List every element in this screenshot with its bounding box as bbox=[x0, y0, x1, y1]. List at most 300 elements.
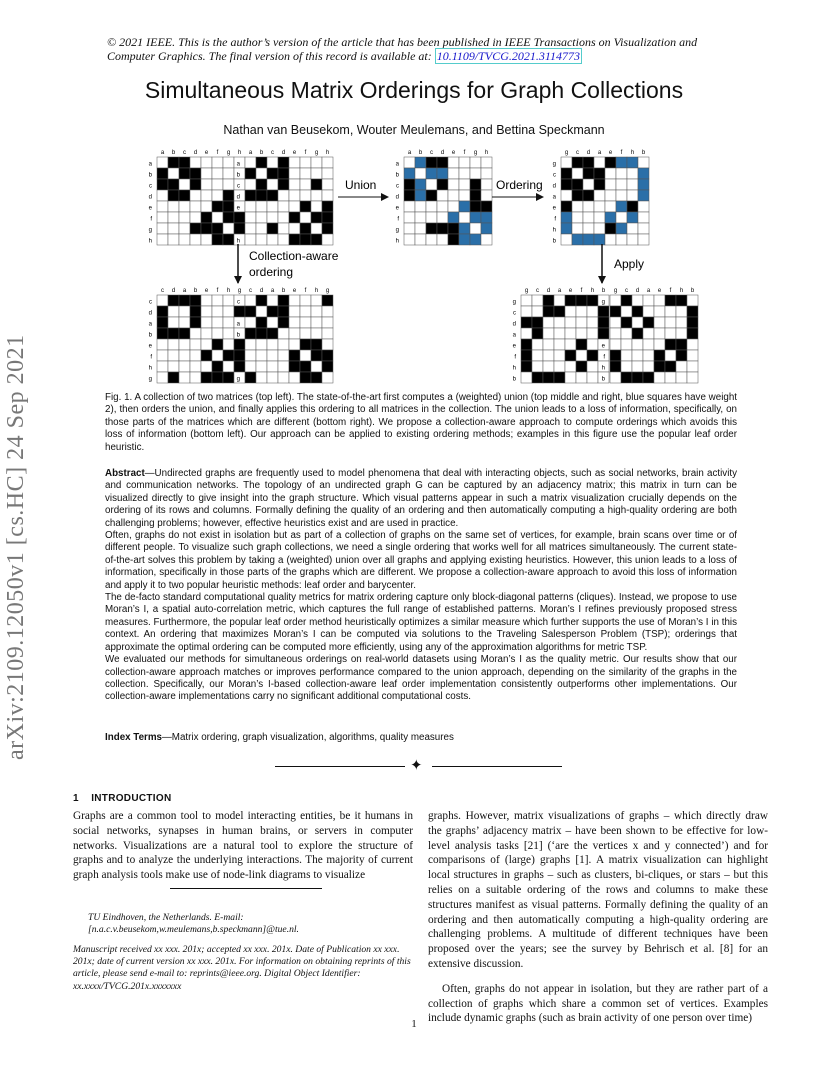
row-label: g bbox=[148, 227, 152, 234]
matrix-cell bbox=[565, 350, 576, 361]
matrix-cell bbox=[532, 295, 543, 306]
matrix-cell bbox=[448, 223, 459, 234]
row-label: d bbox=[148, 310, 152, 317]
matrix-original-1 bbox=[149, 150, 245, 245]
matrix-cell bbox=[300, 306, 311, 317]
matrix-cell bbox=[676, 361, 687, 372]
matrix-cell bbox=[610, 339, 621, 350]
matrix-cell bbox=[190, 212, 201, 223]
matrix-cell bbox=[245, 295, 256, 306]
matrix-cell bbox=[676, 295, 687, 306]
matrix-cell bbox=[521, 328, 532, 339]
matrix-cell bbox=[481, 168, 492, 179]
matrix-cell bbox=[616, 201, 627, 212]
matrix-cell bbox=[223, 295, 234, 306]
row-label: e bbox=[236, 343, 240, 350]
matrix-cell bbox=[311, 223, 322, 234]
row-label: g bbox=[395, 227, 399, 234]
column-label: h bbox=[226, 288, 231, 294]
matrix-cell bbox=[627, 190, 638, 201]
matrix-cell bbox=[470, 201, 481, 212]
matrix-cell bbox=[201, 190, 212, 201]
matrix-cell bbox=[583, 201, 594, 212]
matrix-cell bbox=[481, 190, 492, 201]
section-number: 1 bbox=[73, 793, 79, 804]
matrix-cell bbox=[415, 223, 426, 234]
matrix-cell bbox=[627, 201, 638, 212]
matrix-cell bbox=[470, 168, 481, 179]
matrix-cell bbox=[267, 361, 278, 372]
matrix-cell bbox=[459, 179, 470, 190]
matrix-cell bbox=[632, 295, 643, 306]
matrix-cell bbox=[201, 328, 212, 339]
row-label: d bbox=[236, 310, 240, 317]
matrix-cell bbox=[311, 234, 322, 245]
row-label: d bbox=[552, 183, 556, 190]
matrix-cell bbox=[638, 223, 649, 234]
row-label: b bbox=[552, 238, 556, 245]
matrix-cell bbox=[289, 212, 300, 223]
matrix-cell bbox=[201, 295, 212, 306]
row-label: f bbox=[150, 354, 152, 361]
matrix-cell bbox=[190, 234, 201, 245]
matrix-cell bbox=[459, 190, 470, 201]
matrix-cell bbox=[278, 328, 289, 339]
matrix-cell bbox=[643, 350, 654, 361]
matrix-cell bbox=[404, 179, 415, 190]
column-label: b bbox=[601, 288, 606, 294]
matrix-cell bbox=[676, 317, 687, 328]
column-label: e bbox=[204, 288, 209, 294]
matrix-cell bbox=[289, 328, 300, 339]
column-label: h bbox=[314, 288, 319, 294]
matrix-cell bbox=[223, 201, 234, 212]
matrix-cell bbox=[576, 295, 587, 306]
matrix-cell bbox=[289, 168, 300, 179]
matrix-cell bbox=[621, 306, 632, 317]
matrix-cell bbox=[256, 179, 267, 190]
matrix-cell bbox=[481, 157, 492, 168]
matrix-cell bbox=[459, 201, 470, 212]
matrix-cell bbox=[470, 234, 481, 245]
column-label: c bbox=[536, 288, 539, 294]
row-label: h bbox=[552, 227, 556, 234]
matrix-cell bbox=[157, 361, 168, 372]
matrix-cell bbox=[168, 212, 179, 223]
matrix-cell bbox=[665, 295, 676, 306]
matrix-cell bbox=[179, 306, 190, 317]
matrix-cell bbox=[665, 339, 676, 350]
matrix-cell bbox=[168, 306, 179, 317]
matrix-cell bbox=[627, 157, 638, 168]
matrix-cell bbox=[212, 339, 223, 350]
matrix-cell bbox=[576, 372, 587, 383]
matrix-cell bbox=[300, 190, 311, 201]
matrix-cell bbox=[576, 361, 587, 372]
page-number: 1 bbox=[411, 1018, 417, 1030]
matrix-cell bbox=[300, 179, 311, 190]
matrix-cell bbox=[201, 201, 212, 212]
matrix-cell bbox=[212, 234, 223, 245]
row-label: d bbox=[395, 194, 399, 201]
matrix-cell bbox=[638, 190, 649, 201]
matrix-cell bbox=[561, 212, 572, 223]
matrix-cell bbox=[289, 201, 300, 212]
matrix-cell bbox=[576, 328, 587, 339]
matrix-cell bbox=[481, 201, 492, 212]
matrix-cell bbox=[415, 212, 426, 223]
abstract-paragraph-1: Abstract—Undirected graphs are frequently used to model phenomena that deal with interacting objects, such as social networks, brain activity and communication networks. The topology of an undirected graph G can be captured by an adjacency matrix; this matrix in turn can be visualized directly to give insight into the graph structure. Which visual patterns appear in such a matrix visualization crucially depends on the ordering of its rows and columns. Formally defining the quality of an ordering and then automatically computing a high-quality ordering are both challenging problems; however, effective heuristics exist and are used in practice. bbox=[105, 468, 737, 529]
column-label: e bbox=[204, 150, 209, 156]
matrix-cell bbox=[572, 223, 583, 234]
column-label: g bbox=[564, 150, 569, 156]
matrix-cell bbox=[554, 372, 565, 383]
abstract-paragraph-4: We evaluated our methods for simultaneous orderings on real-world datasets using Moran’s I as the quality metric. Our results show that our collection-aware approach matches or improves performance compared to the union approach, depending on the similarity of the graphs in the collection. Specifically, our Moran’s I-based collection-aware leaf order implementation consistently outperforms other implementations. Our collection-aware implementations carry no significant additional computational costs. bbox=[105, 654, 737, 703]
matrix-cell bbox=[404, 212, 415, 223]
row-label: c bbox=[237, 299, 240, 306]
matrix-cell bbox=[583, 168, 594, 179]
matrix-cell bbox=[605, 234, 616, 245]
matrix-cell bbox=[157, 317, 168, 328]
matrix-cell bbox=[576, 317, 587, 328]
matrix-cell bbox=[212, 317, 223, 328]
row-label: f bbox=[603, 354, 605, 361]
matrix-cell bbox=[311, 201, 322, 212]
matrix-cell bbox=[610, 350, 621, 361]
column-label: b bbox=[641, 150, 646, 156]
matrix-cell bbox=[278, 295, 289, 306]
index-terms: Index Terms—Matrix ordering, graph visualization, algorithms, quality measures bbox=[105, 732, 454, 743]
row-label: f bbox=[150, 216, 152, 223]
matrix-cell bbox=[190, 157, 201, 168]
matrix-cell bbox=[179, 168, 190, 179]
matrix-cell bbox=[190, 168, 201, 179]
matrix-cell bbox=[404, 168, 415, 179]
matrix-cell bbox=[572, 234, 583, 245]
matrix-cell bbox=[190, 223, 201, 234]
matrix-cell bbox=[212, 168, 223, 179]
matrix-cell bbox=[179, 328, 190, 339]
matrix-cell bbox=[448, 179, 459, 190]
matrix-cell bbox=[223, 317, 234, 328]
matrix-cell bbox=[179, 317, 190, 328]
matrix-cell bbox=[157, 190, 168, 201]
separator-ornament-icon: ✦ bbox=[410, 758, 423, 774]
column-label: h bbox=[679, 288, 684, 294]
row-label: d bbox=[148, 194, 152, 201]
matrix-cell bbox=[565, 295, 576, 306]
matrix-cell bbox=[168, 234, 179, 245]
matrix-cell bbox=[256, 168, 267, 179]
row-label: e bbox=[148, 205, 152, 212]
matrix-cell bbox=[426, 212, 437, 223]
matrix-cell bbox=[521, 317, 532, 328]
matrix-cell bbox=[179, 201, 190, 212]
matrix-cell bbox=[311, 372, 322, 383]
matrix-cell bbox=[627, 179, 638, 190]
matrix-cell bbox=[168, 372, 179, 383]
matrix-cell bbox=[415, 201, 426, 212]
matrix-cell bbox=[448, 212, 459, 223]
matrix-cell bbox=[278, 317, 289, 328]
matrix-cell bbox=[521, 372, 532, 383]
matrix-cell bbox=[632, 306, 643, 317]
matrix-cell bbox=[565, 361, 576, 372]
row-label: d bbox=[601, 321, 605, 328]
matrix-cell bbox=[437, 179, 448, 190]
row-label: b bbox=[512, 376, 516, 383]
matrix-cell bbox=[300, 201, 311, 212]
column-label: f bbox=[620, 150, 623, 156]
matrix-union-ordered bbox=[553, 150, 649, 245]
matrix-cell bbox=[179, 223, 190, 234]
abstract-label: Abstract bbox=[105, 468, 145, 479]
column-label: b bbox=[281, 288, 286, 294]
matrix-cell bbox=[157, 306, 168, 317]
column-label: h bbox=[630, 150, 635, 156]
matrix-union bbox=[396, 150, 492, 245]
matrix-cell bbox=[616, 212, 627, 223]
matrix-cell bbox=[157, 201, 168, 212]
matrix-cell bbox=[687, 372, 698, 383]
column-label: d bbox=[193, 150, 198, 156]
matrix-cell bbox=[654, 328, 665, 339]
matrix-cell bbox=[267, 350, 278, 361]
matrix-cell bbox=[632, 350, 643, 361]
row-label: f bbox=[397, 216, 399, 223]
matrix-cell bbox=[621, 295, 632, 306]
matrix-cell bbox=[459, 223, 470, 234]
matrix-cell bbox=[256, 328, 267, 339]
matrix-cell bbox=[621, 328, 632, 339]
matrix-cell bbox=[311, 306, 322, 317]
matrix-cell bbox=[627, 168, 638, 179]
matrix-cell bbox=[157, 339, 168, 350]
matrix-cell bbox=[267, 212, 278, 223]
column-label: f bbox=[216, 288, 219, 294]
row-label: b bbox=[236, 332, 240, 339]
matrix-cell bbox=[470, 179, 481, 190]
matrix-cell bbox=[543, 306, 554, 317]
matrix-cell bbox=[654, 317, 665, 328]
matrix-cell bbox=[267, 223, 278, 234]
matrix-cell bbox=[289, 350, 300, 361]
matrix-cell bbox=[322, 361, 333, 372]
matrix-applied-1 bbox=[513, 288, 609, 383]
matrix-original-2 bbox=[237, 150, 333, 245]
matrix-cell bbox=[256, 212, 267, 223]
matrix-cell bbox=[168, 168, 179, 179]
row-label: g bbox=[148, 376, 152, 383]
matrix-cell bbox=[587, 350, 598, 361]
row-label: b bbox=[148, 332, 152, 339]
row-label: a bbox=[512, 332, 516, 339]
matrix-cell bbox=[179, 339, 190, 350]
matrix-cell bbox=[179, 234, 190, 245]
column-label: d bbox=[440, 150, 445, 156]
apply-label: Apply bbox=[614, 257, 645, 271]
matrix-cell bbox=[665, 328, 676, 339]
matrix-cell bbox=[448, 190, 459, 201]
matrix-cell bbox=[190, 306, 201, 317]
column-label: c bbox=[249, 288, 252, 294]
matrix-cell bbox=[616, 190, 627, 201]
matrix-cell bbox=[459, 212, 470, 223]
matrix-cell bbox=[426, 190, 437, 201]
row-label: c bbox=[602, 310, 605, 317]
matrix-cell bbox=[223, 168, 234, 179]
matrix-cell bbox=[521, 295, 532, 306]
matrix-cell bbox=[687, 328, 698, 339]
matrix-cell bbox=[245, 350, 256, 361]
matrix-cell bbox=[223, 190, 234, 201]
column-label: h bbox=[484, 150, 489, 156]
matrix-cell bbox=[300, 168, 311, 179]
matrix-cell bbox=[223, 328, 234, 339]
matrix-cell bbox=[201, 361, 212, 372]
matrix-cell bbox=[521, 350, 532, 361]
matrix-cell bbox=[322, 168, 333, 179]
matrix-cell bbox=[267, 234, 278, 245]
matrix-cell bbox=[621, 361, 632, 372]
row-label: g bbox=[236, 227, 240, 234]
matrix-cell bbox=[322, 157, 333, 168]
matrix-cell bbox=[576, 306, 587, 317]
matrix-cell bbox=[610, 317, 621, 328]
matrix-cell bbox=[256, 339, 267, 350]
matrix-cell bbox=[311, 157, 322, 168]
matrix-cell bbox=[470, 212, 481, 223]
column-label: a bbox=[270, 288, 275, 294]
matrix-cell bbox=[300, 328, 311, 339]
matrix-cell bbox=[256, 201, 267, 212]
matrix-cell bbox=[322, 201, 333, 212]
matrix-cell bbox=[201, 212, 212, 223]
matrix-cell bbox=[565, 317, 576, 328]
matrix-cell bbox=[587, 317, 598, 328]
matrix-cell bbox=[676, 328, 687, 339]
matrix-cell bbox=[665, 306, 676, 317]
matrix-cell bbox=[212, 295, 223, 306]
matrix-cell bbox=[638, 201, 649, 212]
row-label: e bbox=[601, 343, 605, 350]
matrix-cell bbox=[415, 234, 426, 245]
matrix-cell bbox=[322, 339, 333, 350]
matrix-cell bbox=[616, 168, 627, 179]
matrix-cell bbox=[201, 350, 212, 361]
matrix-cell bbox=[223, 223, 234, 234]
column-label: a bbox=[407, 150, 412, 156]
matrix-cell bbox=[561, 201, 572, 212]
matrix-cell bbox=[594, 234, 605, 245]
row-label: h bbox=[148, 238, 152, 245]
matrix-cell bbox=[212, 212, 223, 223]
row-label: b bbox=[601, 376, 605, 383]
matrix-cell bbox=[300, 317, 311, 328]
matrix-cell bbox=[521, 306, 532, 317]
row-label: a bbox=[236, 321, 240, 328]
matrix-cell bbox=[311, 168, 322, 179]
footnote-affiliation: TU Eindhoven, the Netherlands. E-mail: [n.a.c.v.beusekom,w.meulemans,b.speckmann]@tue.nl. bbox=[88, 912, 299, 936]
matrix-cell bbox=[190, 201, 201, 212]
matrix-cell bbox=[168, 317, 179, 328]
matrix-cell bbox=[278, 361, 289, 372]
matrix-cell bbox=[201, 179, 212, 190]
matrix-cell bbox=[256, 306, 267, 317]
row-label: h bbox=[601, 365, 605, 372]
matrix-cell bbox=[448, 157, 459, 168]
matrix-cell bbox=[300, 295, 311, 306]
row-label: h bbox=[148, 365, 152, 372]
matrix-cell bbox=[267, 295, 278, 306]
matrix-cell bbox=[565, 372, 576, 383]
matrix-cell bbox=[190, 179, 201, 190]
matrix-cell bbox=[322, 372, 333, 383]
matrix-cell bbox=[300, 234, 311, 245]
matrix-cell bbox=[278, 372, 289, 383]
matrix-cell bbox=[212, 361, 223, 372]
matrix-cell bbox=[190, 295, 201, 306]
row-label: c bbox=[553, 172, 556, 179]
intro-left-column: Graphs are a common tool to model interacting entities, be it humans in social networks, synapses in human brains, or servers in computer networks. Visualizations are a natural tool to explore the structure of graphs and to analyze the underlying interactions. The majority of current graph analysis tools make use of node-link diagrams to visualize bbox=[73, 810, 413, 882]
matrix-cell bbox=[278, 190, 289, 201]
matrix-cell bbox=[223, 350, 234, 361]
matrix-cell bbox=[605, 157, 616, 168]
column-label: e bbox=[608, 150, 613, 156]
matrix-cell bbox=[572, 168, 583, 179]
matrix-cell bbox=[404, 234, 415, 245]
matrix-cell bbox=[245, 223, 256, 234]
matrix-cell bbox=[223, 234, 234, 245]
matrix-cell bbox=[245, 201, 256, 212]
matrix-cell bbox=[289, 179, 300, 190]
matrix-cell bbox=[322, 328, 333, 339]
matrix-cell bbox=[572, 179, 583, 190]
matrix-cell bbox=[594, 179, 605, 190]
matrix-cell bbox=[437, 201, 448, 212]
column-label: c bbox=[625, 288, 628, 294]
matrix-cell bbox=[267, 306, 278, 317]
matrix-cell bbox=[532, 328, 543, 339]
matrix-cell bbox=[676, 372, 687, 383]
matrix-cell bbox=[311, 190, 322, 201]
matrix-cell bbox=[638, 234, 649, 245]
matrix-cell bbox=[300, 350, 311, 361]
matrix-cell bbox=[594, 223, 605, 234]
matrix-cell bbox=[565, 328, 576, 339]
matrix-cell bbox=[632, 339, 643, 350]
matrix-cell bbox=[223, 339, 234, 350]
row-label: e bbox=[512, 343, 516, 350]
matrix-cell bbox=[311, 361, 322, 372]
matrix-cell bbox=[610, 306, 621, 317]
matrix-cell bbox=[168, 339, 179, 350]
matrix-cell bbox=[665, 350, 676, 361]
matrix-cell bbox=[426, 223, 437, 234]
matrix-cell bbox=[157, 168, 168, 179]
matrix-cell bbox=[311, 295, 322, 306]
matrix-cell bbox=[300, 361, 311, 372]
row-label: b bbox=[148, 172, 152, 179]
matrix-cell bbox=[245, 179, 256, 190]
matrix-cell bbox=[278, 157, 289, 168]
matrix-cell bbox=[278, 339, 289, 350]
matrix-cell bbox=[157, 212, 168, 223]
matrix-cell bbox=[532, 306, 543, 317]
doi-link[interactable]: 10.1109/TVCG.2021.3114773 bbox=[436, 49, 580, 63]
matrix-cell bbox=[311, 179, 322, 190]
matrix-cell bbox=[190, 190, 201, 201]
